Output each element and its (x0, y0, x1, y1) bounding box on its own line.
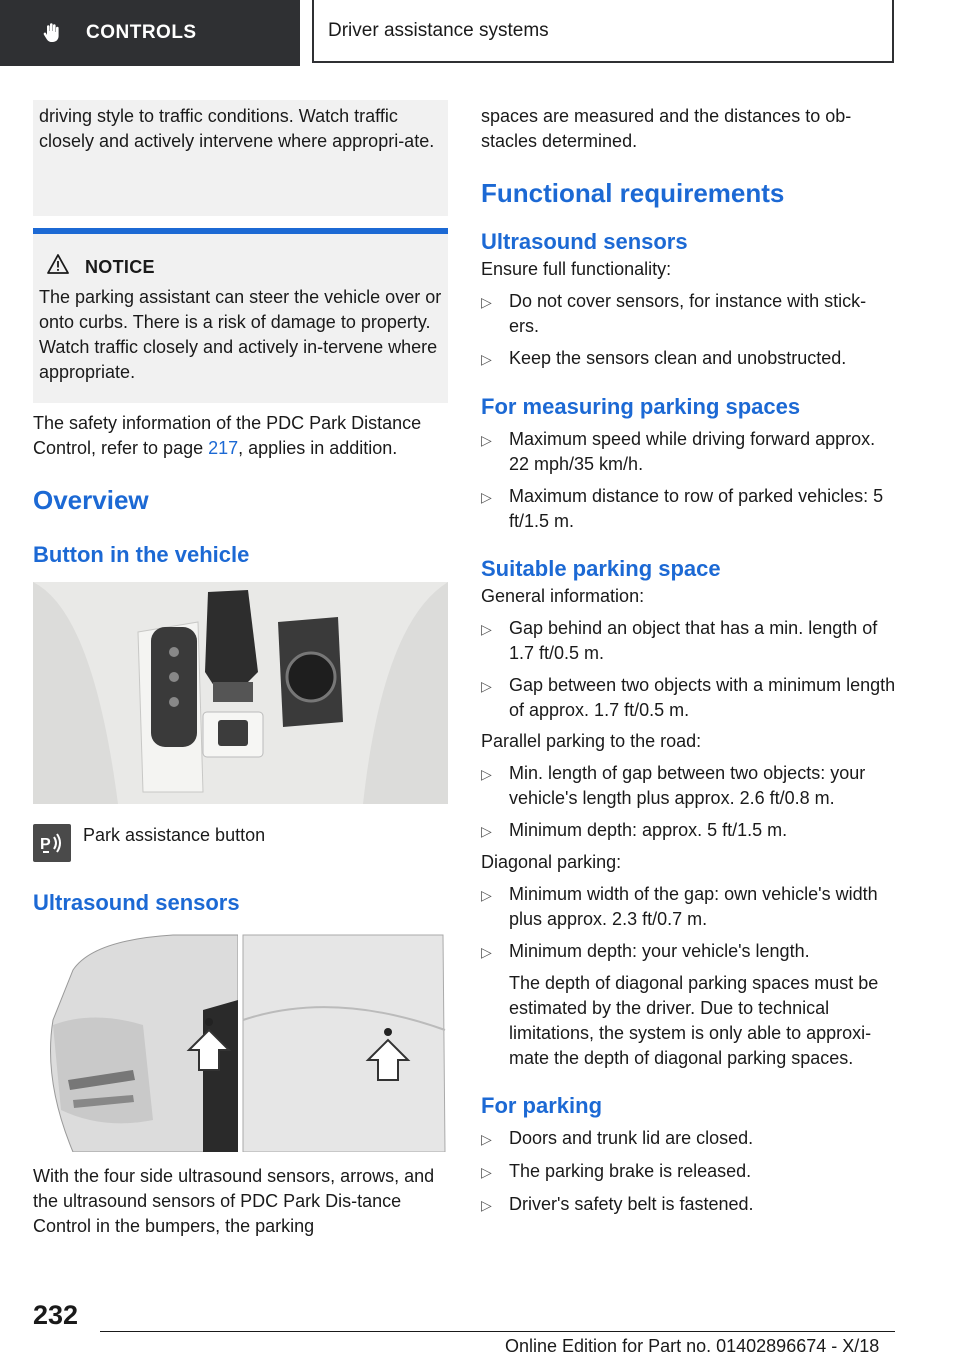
list-item-text: Min. length of gap between two objects: your vehicle's length plus approx. 2.6 ft/0.8 m. (509, 763, 866, 808)
chapter-title-text: Driver assistance systems (328, 19, 549, 41)
heading-ultrasound-sensors: Ultrasound sensors (33, 890, 240, 915)
ultrasound-list (481, 289, 896, 372)
parallel-list (481, 761, 896, 844)
list-item-text: The parking brake is released. (509, 1161, 752, 1181)
list-item (481, 427, 896, 477)
list-item-text: Doors and trunk lid are closed. (509, 1128, 754, 1148)
list-item (481, 484, 896, 534)
footer-rule (100, 1331, 895, 1332)
list-item (481, 882, 896, 932)
svg-text:P: P (40, 836, 51, 853)
list-item-text: Maximum distance to row of parked vehicles: 5 ft/1.5 m. (509, 486, 884, 531)
heading-suitable-parking-space: Suitable parking space (481, 556, 721, 581)
list-item-text: Gap between two objects with a minimum length of approx. 1.7 ft/0.5 m. (509, 675, 896, 720)
list-item (481, 761, 896, 811)
heading-measuring-parking-spaces: For measuring parking spaces (481, 394, 801, 419)
notice-title: NOTICE (85, 257, 155, 277)
diagonal-note: The depth of diagonal parking spaces must be estimated by the driver. Due to technical limitations, the system is only able to approxi-mate the depth of diagonal parking spaces. (509, 973, 879, 1068)
diagonal-list (481, 882, 896, 965)
header-section-tab (0, 0, 300, 66)
list-item-text: Gap behind an object that has a min. length of 1.7 ft/0.5 m. (509, 618, 878, 663)
button-caption: Park assistance button (83, 825, 266, 845)
bullet-triangle-icon: ▷ (481, 621, 492, 637)
list-item-text: Minimum depth: your vehicle's length. (509, 941, 810, 961)
page-link[interactable]: 217 (208, 438, 239, 458)
list-item-text: Maximum speed while driving forward approx. 22 mph/35 km/h. (509, 429, 876, 474)
notice-text: The parking assistant can steer the vehicle over or onto curbs. There is a risk of damage to property. Watch traffic closely and actively in-tervene where appropriate. (39, 287, 442, 382)
list-item-text: Minimum width of the gap: own vehicle's width plus approx. 2.3 ft/0.7 m. (509, 884, 878, 929)
bullet-triangle-icon: ▷ (481, 1164, 492, 1180)
list-item (481, 616, 896, 666)
hand-icon (40, 20, 66, 46)
parking-list (481, 1126, 896, 1218)
parallel-label: Parallel parking to the road: (481, 731, 702, 751)
diagonal-label: Diagonal parking: (481, 852, 622, 872)
list-item (481, 1126, 896, 1152)
bullet-triangle-icon: ▷ (481, 1197, 492, 1213)
bullet-triangle-icon: ▷ (481, 432, 492, 448)
continued-warning-text: driving style to traffic conditions. Watch traffic closely and actively intervene where appropri-ate. (39, 106, 435, 151)
edition-text: Online Edition for Part no. 01402896674 - X/18 (505, 1336, 880, 1356)
ensure-text: Ensure full functionality: (481, 259, 672, 279)
bullet-triangle-icon: ▷ (481, 294, 492, 310)
bullet-triangle-icon: ▷ (481, 823, 492, 839)
continued-warning-box (33, 100, 448, 216)
list-item (481, 1192, 896, 1218)
heading-for-parking: For parking (481, 1093, 603, 1118)
bullet-triangle-icon: ▷ (481, 944, 492, 960)
right-column (481, 100, 896, 1218)
center-console-photo (33, 582, 448, 804)
list-item-text: Minimum depth: approx. 5 ft/1.5 m. (509, 820, 788, 840)
safety-paragraph (33, 411, 448, 461)
bullet-triangle-icon: ▷ (481, 1131, 492, 1147)
heading-overview: Overview (33, 485, 149, 515)
list-item (481, 1159, 896, 1185)
ultrasound-sensors-photo (33, 930, 448, 1152)
page-number: 232 (33, 1300, 79, 1330)
list-item-text: Do not cover sensors, for instance with stick-ers. (509, 291, 867, 336)
heading-ultrasound-sensors-right: Ultrasound sensors (481, 229, 688, 254)
bullet-triangle-icon: ▷ (481, 489, 492, 505)
safety-text-end: , applies in addition. (238, 438, 398, 458)
list-item (481, 346, 896, 372)
heading-functional-requirements: Functional requirements (481, 178, 785, 208)
warning-triangle-icon (47, 254, 69, 281)
section-title: CONTROLS (86, 22, 197, 43)
continued-text: spaces are measured and the distances to ob-stacles determined. (481, 106, 852, 151)
measuring-list (481, 427, 896, 534)
heading-button-in-vehicle: Button in the vehicle (33, 542, 250, 567)
list-item (481, 818, 896, 844)
park-assist-button-icon (33, 824, 71, 862)
bullet-triangle-icon: ▷ (481, 887, 492, 903)
button-caption-row (33, 824, 448, 862)
notice-box (33, 234, 448, 403)
list-item (481, 289, 896, 339)
general-list (481, 616, 896, 723)
safety-text: The safety information of the PDC Park Distance Control, refer to page (33, 413, 422, 458)
list-item (481, 939, 896, 965)
bullet-triangle-icon: ▷ (481, 766, 492, 782)
general-info-label: General information: (481, 586, 645, 606)
left-column (33, 100, 448, 1239)
bullet-triangle-icon: ▷ (481, 678, 492, 694)
notice-header (47, 254, 442, 281)
chapter-title (312, 0, 894, 63)
ultrasound-paragraph: With the four side ultrasound sensors, arrows, and the ultrasound sensors of PDC Park Dis-tance Control in the bumpers, the parking (33, 1166, 435, 1236)
list-item-text: Keep the sensors clean and unobstructed. (509, 348, 847, 368)
list-item (481, 673, 896, 723)
bullet-triangle-icon: ▷ (481, 351, 492, 367)
list-item-text: Driver's safety belt is fastened. (509, 1194, 754, 1214)
